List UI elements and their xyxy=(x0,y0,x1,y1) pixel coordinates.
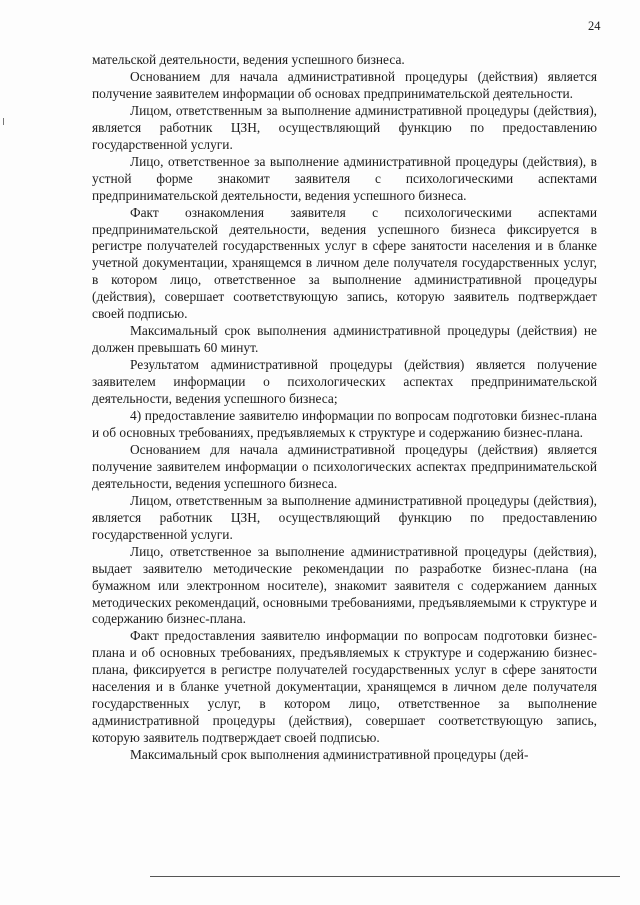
paragraph: Лицом, ответственным за выполнение административной процедуры (действия), является работник ЦЗН, осуществляющий функцию по предоставлению государственной услуги. xyxy=(92,492,597,542)
paragraph: Лицом, ответственным за выполнение административной процедуры (действия), является работник ЦЗН, осуществляющий функцию по предоставлению государственной услуги. xyxy=(92,102,597,152)
body-text xyxy=(92,52,597,764)
paragraph: Лицо, ответственное за выполнение административной процедуры (действия), в устной форме знакомит заявителя с психологическими аспектами предпринимательской деятельности, ведения успешного бизнеса. xyxy=(92,153,597,203)
paragraph: Факт предоставления заявителю информации по вопросам подготовки бизнес-плана и об основных требованиях, предъявляемых к структуре и содержанию бизнес-плана, фиксируется в регистре получателей государственных услуг в сфере занятости населения и в бланке учетной документации, хранящемся в личном деле получателя государственных услуг, в котором лицо, ответственное за выполнение административной процедуры (действия), совершает соответствующую запись, которую заявитель подтверждает своей подписью. xyxy=(92,628,597,746)
paragraph: Результатом административной процедуры (действия) является получение заявителем информации о психологических аспектах предпринимательской деятельности, ведения успешного бизнеса; xyxy=(92,357,597,407)
scan-edge-line xyxy=(150,876,620,877)
page-number: 24 xyxy=(588,19,601,33)
paragraph: Факт ознакомления заявителя с психологическими аспектами предпринимательской деятельности, ведения успешного бизнеса фиксируется в регистре получателей государственных услуг в сфере занятости населения и в бланке учетной документации, хранящемся в личном деле получателя государственных услуг, в котором лицо, ответственное за выполнение административной процедуры (действия), совершает соответствующую запись, которую заявитель подтверждает своей подписью. xyxy=(92,204,597,322)
paragraph: 4) предоставление заявителю информации по вопросам подготовки бизнес-плана и об основных требованиях, предъявляемых к структуре и содержанию бизнес-плана. xyxy=(92,408,597,440)
paragraph: Максимальный срок выполнения административной процедуры (действия) не должен превышать 60 минут. xyxy=(92,323,597,356)
paragraph: Основанием для начала административной процедуры (действия) является получение заявителем информации об основах предпринимательской деятельности. xyxy=(92,68,597,101)
paragraph: Основанием для начала административной процедуры (действия) является получение заявителем информации о психологических аспектах предпринимательской деятельности, ведения успешного бизнеса. xyxy=(92,441,597,491)
paragraph: Лицо, ответственное за выполнение административной процедуры (действия), выдает заявителю методические рекомендации по разработке бизнес-плана (на бумажном или электронном носителе), знакомит заявителя с содержанием данных методических рекомендаций, основными требованиями, предъявляемыми к структуре и содержанию бизнес-плана. xyxy=(92,543,597,627)
paragraph: Максимальный срок выполнения административной процедуры (дей- xyxy=(130,747,529,763)
scan-margin-mark xyxy=(3,118,4,125)
paragraph: мательской деятельности, ведения успешного бизнеса. xyxy=(92,52,405,67)
